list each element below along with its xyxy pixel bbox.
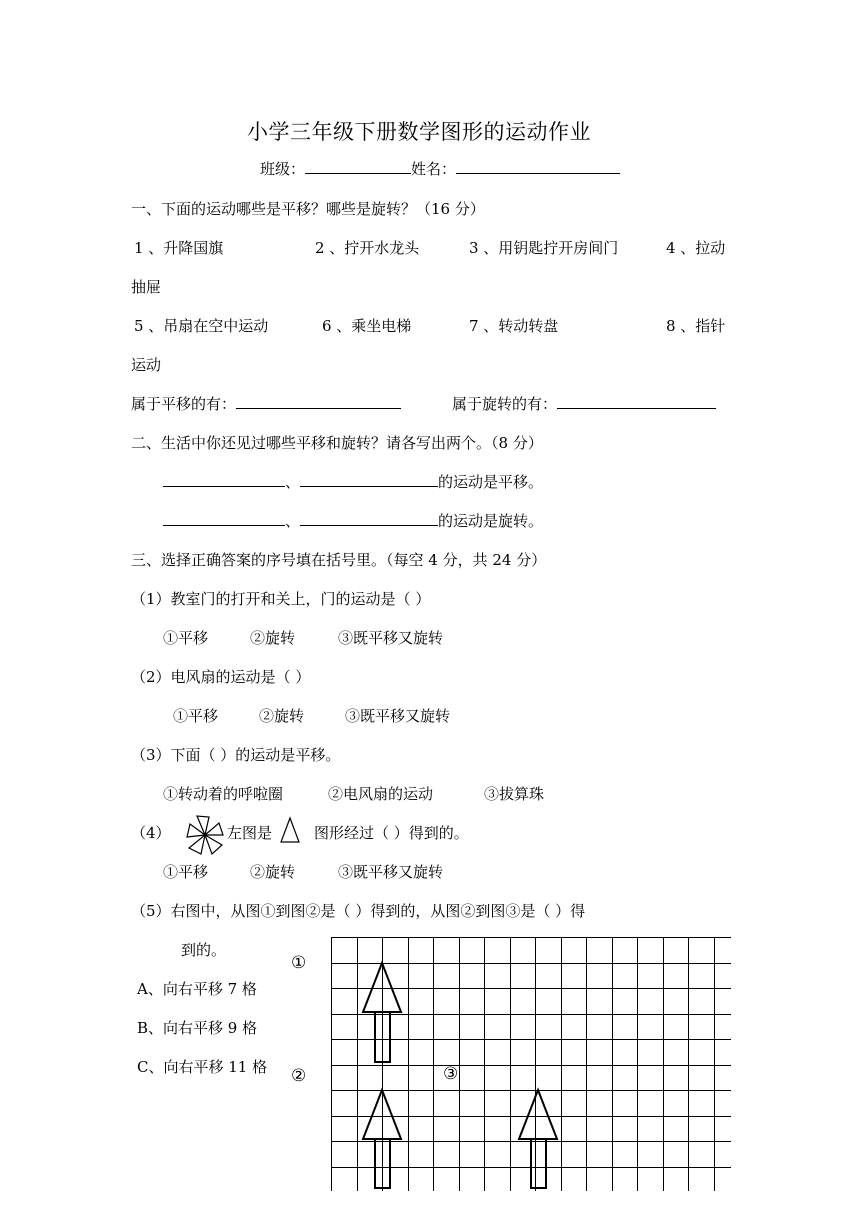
q5-option-b: B、向右平移 9 格	[137, 1019, 258, 1037]
q4-suffix: 图形经过（ ）得到的。	[314, 824, 469, 842]
s2-separator-2: 、	[285, 512, 301, 530]
q2-option-3: ③既平移又旋转	[345, 707, 451, 725]
q4-option-3: ③既平移又旋转	[338, 863, 444, 881]
section3-heading: 三、选择正确答案的序号填在括号里。（每空 4 分，共 24 分）	[131, 551, 547, 569]
arrow-3-head	[519, 1090, 557, 1139]
s1-item-7: 7 、转动转盘	[469, 317, 559, 335]
s1-item-5: 5 、吊扇在空中运动	[134, 317, 269, 335]
name-label: 姓名：	[411, 160, 457, 178]
grid-label-2: ②	[291, 1066, 307, 1086]
q3-option-3: ③拔算珠	[484, 785, 545, 803]
section2-heading: 二、生活中你还见过哪些平移和旋转？请各写出两个。（8 分）	[131, 434, 543, 452]
s1-item-8-cont: 运动	[131, 356, 162, 374]
translation-label: 属于平移的有：	[131, 395, 237, 413]
q2-text: （2）电风扇的运动是（ ）	[131, 668, 311, 686]
q4-option-2: ②旋转	[250, 863, 296, 881]
q5-cont: 到的。	[181, 941, 227, 959]
q3-text: （3）下面（ ）的运动是平移。	[131, 746, 341, 764]
q2-option-1: ①平移	[173, 707, 219, 725]
q5-text: （5）右图中，从图①到图②是（ ）得到的，从图②到图③是（ ）得	[131, 902, 586, 920]
q4-option-1: ①平移	[163, 863, 209, 881]
s2-translation-suffix: 的运动是平移。	[438, 473, 544, 491]
s1-item-6: 6 、乘坐电梯	[322, 317, 412, 335]
q4-prefix: （4）	[131, 824, 171, 842]
page-title: 小学三年级下册数学图形的运动作业	[247, 120, 591, 144]
s1-item-4-cont: 抽屉	[131, 278, 162, 296]
grid-label-3: ③	[443, 1064, 459, 1084]
q1-option-2: ②旋转	[250, 629, 296, 647]
grid-label-1: ①	[291, 953, 307, 973]
s2-rotation-suffix: 的运动是旋转。	[438, 512, 544, 530]
section1-heading: 一、下面的运动哪些是平移？哪些是旋转？（16 分）	[131, 200, 485, 218]
q4-mid: 左图是	[227, 824, 273, 842]
arrow-3-shaft	[531, 1139, 546, 1188]
s1-item-2: 2 、拧开水龙头	[315, 239, 420, 257]
s1-item-1: 1 、升降国旗	[134, 239, 224, 257]
rotation-label: 属于旋转的有：	[452, 395, 558, 413]
q5-option-c: C、向右平移 11 格	[137, 1058, 268, 1076]
q1-text: （1）教室门的打开和关上，门的运动是（ ）	[131, 590, 431, 608]
q5-option-a: A、向右平移 7 格	[137, 980, 257, 998]
s1-item-4: 4 、拉动	[666, 239, 726, 257]
q2-option-2: ②旋转	[259, 707, 305, 725]
q1-option-1: ①平移	[163, 629, 209, 647]
q3-option-1: ①转动着的呼啦圈	[163, 785, 284, 803]
s1-item-8: 8 、指针	[666, 317, 726, 335]
q3-option-2: ②电风扇的运动	[328, 785, 434, 803]
class-label: 班级：	[260, 160, 306, 178]
s2-separator-1: 、	[285, 473, 301, 491]
q1-option-3: ③既平移又旋转	[338, 629, 444, 647]
s1-item-3: 3 、用钥匙拧开房间门	[469, 239, 619, 257]
